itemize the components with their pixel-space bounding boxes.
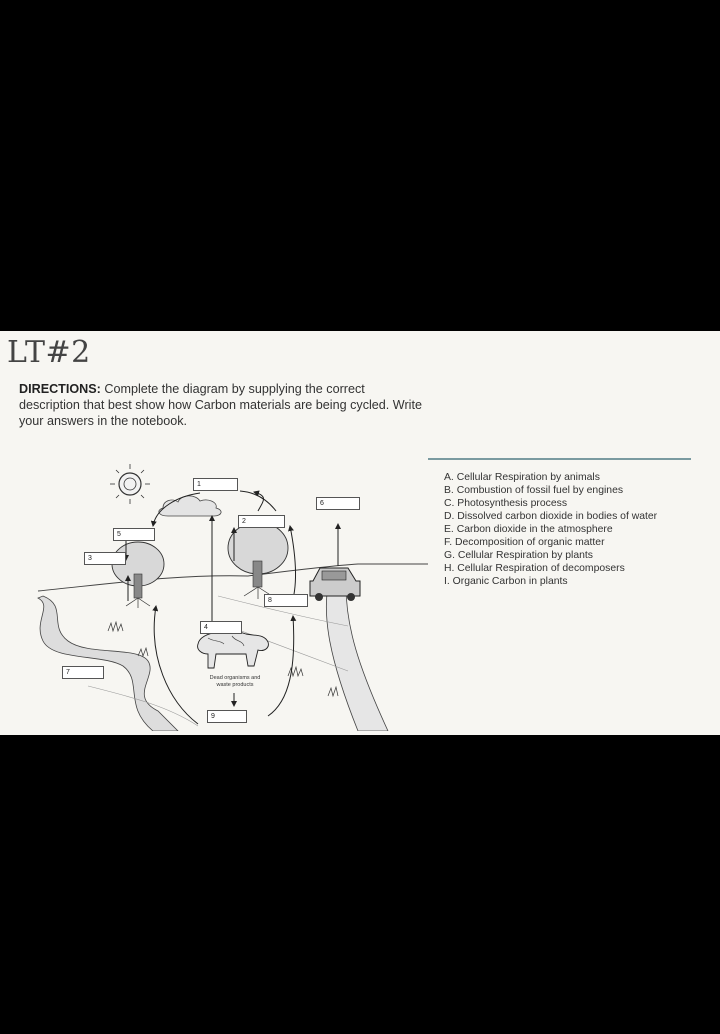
directions-text <box>19 381 429 429</box>
choice-i: I. Organic Carbon in plants <box>444 576 568 587</box>
car-icon <box>310 568 360 601</box>
road <box>326 586 388 731</box>
choice-c: C. Photosynthesis process <box>444 498 568 509</box>
tree-middle-icon <box>228 522 288 599</box>
answer-choices-list <box>444 471 714 588</box>
river <box>38 596 178 731</box>
divider-line <box>428 458 691 460</box>
answer-box-1[interactable] <box>193 478 238 491</box>
box-number: 9 <box>211 713 215 720</box>
box-number: 1 <box>197 481 201 488</box>
box-number: 7 <box>66 669 70 676</box>
box-number: 4 <box>204 624 208 631</box>
choice-h: H. Cellular Respiration of decomposers <box>444 563 625 574</box>
cloud-icon <box>159 496 221 516</box>
directions-label: DIRECTIONS: <box>19 382 101 396</box>
box-number: 8 <box>268 597 272 604</box>
horizon-line <box>38 564 428 591</box>
answer-box-7[interactable] <box>62 666 104 679</box>
dead-label-line2: waste products <box>216 682 254 688</box>
slide-title: LT#2 <box>7 335 91 370</box>
answer-box-9[interactable] <box>207 710 247 723</box>
answer-box-3[interactable] <box>84 552 126 565</box>
answer-box-2[interactable] <box>238 515 285 528</box>
answer-box-5[interactable] <box>113 528 155 541</box>
carbon-cycle-diagram <box>28 456 428 731</box>
choice-a: A. Cellular Respiration by animals <box>444 472 600 483</box>
arrow-loop-left <box>154 606 198 724</box>
answer-box-8[interactable] <box>264 594 308 607</box>
dead-organisms-label <box>200 675 270 689</box>
cow-icon <box>198 631 269 668</box>
choice-b: B. Combustion of fossil fuel by engines <box>444 485 624 496</box>
choice-d: D. Dissolved carbon dioxide in bodies of water <box>444 511 658 522</box>
answer-box-4[interactable] <box>200 621 242 634</box>
choice-e: E. Carbon dioxide in the atmosphere <box>444 524 613 535</box>
diagram-illustration <box>28 456 428 731</box>
box-number: 6 <box>320 500 324 507</box>
box-number: 2 <box>242 518 246 525</box>
box-number: 5 <box>117 531 121 538</box>
dead-label-line1: Dead organisms and <box>209 675 261 681</box>
box-number: 3 <box>88 555 92 562</box>
slide <box>0 331 720 735</box>
answer-box-6[interactable] <box>316 497 360 510</box>
choice-g: G. Cellular Respiration by plants <box>444 550 594 561</box>
arrow-loop-right <box>268 616 294 716</box>
arrow-tree-to-box1 <box>240 491 276 511</box>
choice-f: F. Decomposition of organic matter <box>444 537 605 548</box>
directions-body: Complete the diagram by supplying the correct description that best show how Carbon materials are being cycled. Write your answers in the notebook. <box>19 382 422 428</box>
sun-icon <box>110 464 150 504</box>
